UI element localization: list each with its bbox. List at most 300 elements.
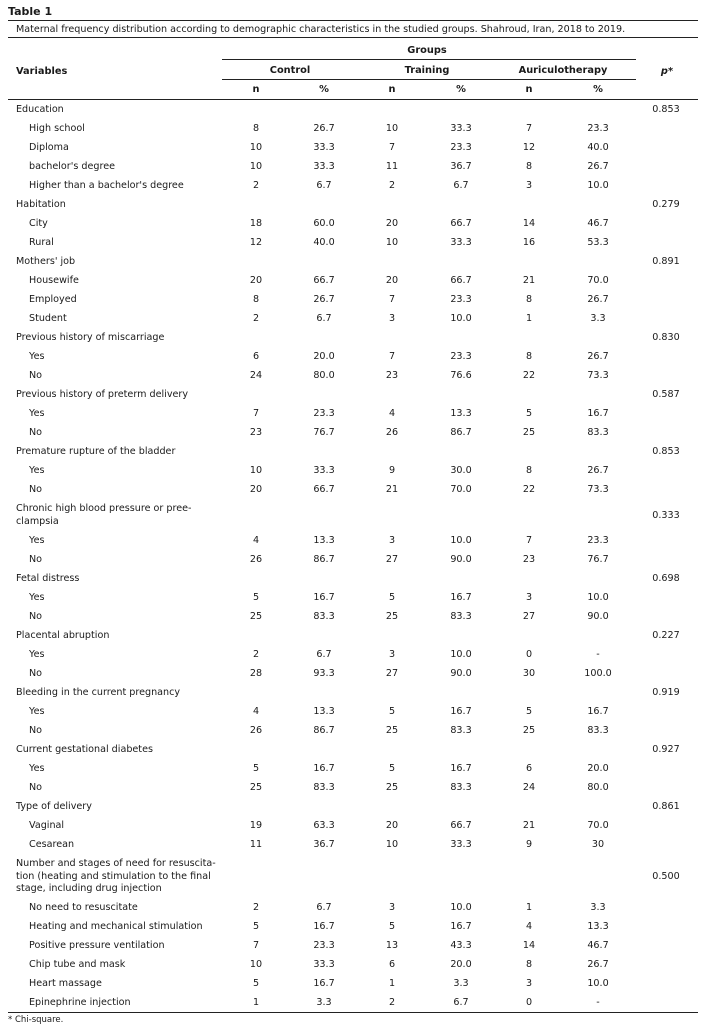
cell-tp: 16.7 xyxy=(450,921,472,932)
row-label: bachelor's degree xyxy=(29,161,116,172)
table-row xyxy=(8,214,698,233)
row-label: Heart massage xyxy=(29,978,102,989)
cell-tn: 2 xyxy=(388,997,396,1008)
cell-ap: 46.7 xyxy=(587,940,609,951)
cell-tn: 4 xyxy=(388,408,396,419)
section-label: Previous history of miscarriage xyxy=(16,332,165,343)
cell-tn: 10 xyxy=(385,237,399,248)
section-label: Number and stages of need for resuscita- xyxy=(16,858,216,869)
section-row xyxy=(8,100,698,119)
section-label: Type of delivery xyxy=(16,801,92,812)
cell-ap: 70.0 xyxy=(587,275,609,286)
cell-tp: 6.7 xyxy=(453,180,469,191)
control-rule xyxy=(222,79,360,80)
cell-ap: 23.3 xyxy=(587,123,609,134)
table-row xyxy=(8,993,698,1012)
cell-tp: 10.0 xyxy=(450,535,472,546)
cell-ap: 23.3 xyxy=(587,535,609,546)
footnote: * Chi-square. xyxy=(8,1015,64,1025)
cell-cn: 19 xyxy=(249,820,263,831)
table-row xyxy=(8,816,698,835)
row-label: High school xyxy=(29,123,85,134)
cell-an: 1 xyxy=(525,313,533,324)
cell-tn: 2 xyxy=(388,180,396,191)
cell-tp: 33.3 xyxy=(450,839,472,850)
cell-cn: 10 xyxy=(249,465,263,476)
cell-tn: 23 xyxy=(385,370,399,381)
table-row xyxy=(8,550,698,569)
row-label: No xyxy=(29,668,43,679)
cell-tp: 90.0 xyxy=(450,668,472,679)
cell-ap: 3.3 xyxy=(590,902,606,913)
p-value: 0.919 xyxy=(652,687,680,698)
cell-cn: 5 xyxy=(252,921,260,932)
table-row xyxy=(8,423,698,442)
cell-tn: 5 xyxy=(388,592,396,603)
cell-an: 3 xyxy=(525,978,533,989)
row-label: Yes xyxy=(29,592,45,603)
section-row xyxy=(8,797,698,816)
p-value: 0.853 xyxy=(652,104,680,115)
cell-ap: 16.7 xyxy=(587,706,609,717)
header-control: Control xyxy=(269,65,311,76)
cell-cp: 6.7 xyxy=(316,180,332,191)
cell-cn: 4 xyxy=(252,706,260,717)
p-value: 0.587 xyxy=(652,389,680,400)
cell-an: 7 xyxy=(525,123,533,134)
table-row xyxy=(8,702,698,721)
cell-ap: 3.3 xyxy=(590,313,606,324)
cell-cn: 23 xyxy=(249,427,263,438)
header-auriculotherapy: Auriculotherapy xyxy=(518,65,608,76)
cell-an: 8 xyxy=(525,351,533,362)
cell-cn: 10 xyxy=(249,161,263,172)
cell-tn: 7 xyxy=(388,294,396,305)
cell-tn: 3 xyxy=(388,902,396,913)
cell-tn: 20 xyxy=(385,218,399,229)
cell-tn: 11 xyxy=(385,161,399,172)
cell-tp: 76.6 xyxy=(450,370,472,381)
cell-cp: 23.3 xyxy=(313,940,335,951)
cell-tp: 66.7 xyxy=(450,275,472,286)
header-auriculotherapy-n: n xyxy=(525,84,533,95)
cell-cn: 2 xyxy=(252,902,260,913)
p-value: 0.861 xyxy=(652,801,680,812)
cell-tn: 3 xyxy=(388,313,396,324)
table-row xyxy=(8,138,698,157)
cell-an: 23 xyxy=(522,554,536,565)
cell-ap: 40.0 xyxy=(587,142,609,153)
cell-an: 5 xyxy=(525,706,533,717)
cell-cp: 33.3 xyxy=(313,959,335,970)
cell-tp: 83.3 xyxy=(450,782,472,793)
section-row xyxy=(8,385,698,404)
cell-tp: 10.0 xyxy=(450,649,472,660)
row-label: No xyxy=(29,554,43,565)
cell-ap: - xyxy=(596,649,600,660)
cell-tp: 66.7 xyxy=(450,820,472,831)
cell-cp: 6.7 xyxy=(316,649,332,660)
cell-ap: 46.7 xyxy=(587,218,609,229)
cell-ap: 26.7 xyxy=(587,161,609,172)
auriculotherapy-rule xyxy=(496,79,636,80)
cell-cn: 25 xyxy=(249,611,263,622)
cell-cp: 26.7 xyxy=(313,294,335,305)
cell-tp: 90.0 xyxy=(450,554,472,565)
cell-ap: 26.7 xyxy=(587,294,609,305)
cell-cn: 8 xyxy=(252,123,260,134)
cell-cp: 80.0 xyxy=(313,370,335,381)
p-value: 0.279 xyxy=(652,199,680,210)
row-label: Positive pressure ventilation xyxy=(29,940,165,951)
cell-an: 0 xyxy=(525,649,533,660)
groups-rule xyxy=(222,59,636,60)
cell-cp: 33.3 xyxy=(313,465,335,476)
cell-tn: 3 xyxy=(388,535,396,546)
table-row xyxy=(8,898,698,917)
row-label: No xyxy=(29,370,43,381)
cell-cp: 20.0 xyxy=(313,351,335,362)
table-row xyxy=(8,366,698,385)
table-row xyxy=(8,157,698,176)
cell-ap: 73.3 xyxy=(587,484,609,495)
cell-tn: 5 xyxy=(388,763,396,774)
cell-ap: 83.3 xyxy=(587,725,609,736)
table-row xyxy=(8,974,698,993)
row-label: City xyxy=(29,218,48,229)
cell-ap: 53.3 xyxy=(587,237,609,248)
row-label: No xyxy=(29,484,43,495)
cell-cn: 20 xyxy=(249,484,263,495)
cell-an: 22 xyxy=(522,484,536,495)
table-row xyxy=(8,271,698,290)
cell-cp: 16.7 xyxy=(313,978,335,989)
section-label: Education xyxy=(16,104,64,115)
header-p-value: p* xyxy=(660,66,674,77)
cell-ap: 10.0 xyxy=(587,592,609,603)
cell-cn: 24 xyxy=(249,370,263,381)
cell-tn: 25 xyxy=(385,725,399,736)
row-label: Yes xyxy=(29,351,45,362)
row-label: Yes xyxy=(29,465,45,476)
cell-tp: 33.3 xyxy=(450,237,472,248)
row-label: Heating and mechanical stimulation xyxy=(29,921,203,932)
cell-cp: 66.7 xyxy=(313,275,335,286)
table-row xyxy=(8,290,698,309)
cell-tn: 7 xyxy=(388,142,396,153)
cell-cn: 5 xyxy=(252,592,260,603)
row-label: No xyxy=(29,782,43,793)
table-row xyxy=(8,835,698,854)
table-row xyxy=(8,759,698,778)
cell-tn: 7 xyxy=(388,351,396,362)
header-training: Training xyxy=(404,65,450,76)
table-row xyxy=(8,233,698,252)
cell-cp: 63.3 xyxy=(313,820,335,831)
cell-cn: 28 xyxy=(249,668,263,679)
table-row xyxy=(8,607,698,626)
cell-ap: 10.0 xyxy=(587,180,609,191)
training-rule xyxy=(360,79,496,80)
cell-tn: 6 xyxy=(388,959,396,970)
cell-an: 3 xyxy=(525,180,533,191)
cell-an: 9 xyxy=(525,839,533,850)
cell-an: 0 xyxy=(525,997,533,1008)
cell-tn: 13 xyxy=(385,940,399,951)
cell-an: 25 xyxy=(522,725,536,736)
section-label: Premature rupture of the bladder xyxy=(16,446,176,457)
cell-tn: 25 xyxy=(385,782,399,793)
cell-cn: 2 xyxy=(252,649,260,660)
section-label: tion (heating and stimulation to the final xyxy=(16,870,211,882)
row-label: Yes xyxy=(29,649,45,660)
table-label: Table 1 xyxy=(8,5,53,18)
cell-cn: 6 xyxy=(252,351,260,362)
table-row xyxy=(8,480,698,499)
cell-cp: 66.7 xyxy=(313,484,335,495)
table-bottom-rule xyxy=(8,1012,698,1013)
cell-ap: 26.7 xyxy=(587,959,609,970)
cell-tp: 20.0 xyxy=(450,959,472,970)
section-row xyxy=(8,442,698,461)
cell-an: 12 xyxy=(522,142,536,153)
cell-ap: 90.0 xyxy=(587,611,609,622)
cell-cp: 83.3 xyxy=(313,782,335,793)
table-row xyxy=(8,461,698,480)
cell-an: 6 xyxy=(525,763,533,774)
row-label: No need to resuscitate xyxy=(29,902,138,913)
cell-tn: 20 xyxy=(385,275,399,286)
cell-tp: 66.7 xyxy=(450,218,472,229)
table-row xyxy=(8,778,698,797)
cell-cp: 76.7 xyxy=(313,427,335,438)
table-row xyxy=(8,917,698,936)
cell-ap: 10.0 xyxy=(587,978,609,989)
cell-an: 21 xyxy=(522,275,536,286)
section-row xyxy=(8,328,698,347)
cell-cp: 86.7 xyxy=(313,554,335,565)
row-label: Epinephrine injection xyxy=(29,997,131,1008)
cell-tn: 3 xyxy=(388,649,396,660)
cell-an: 1 xyxy=(525,902,533,913)
cell-an: 14 xyxy=(522,940,536,951)
cell-ap: 16.7 xyxy=(587,408,609,419)
cell-tp: 83.3 xyxy=(450,611,472,622)
header-auriculotherapy-pct: % xyxy=(593,84,603,95)
table-row xyxy=(8,404,698,423)
table-row xyxy=(8,955,698,974)
cell-ap: 100.0 xyxy=(584,668,612,679)
section-label: Current gestational diabetes xyxy=(16,744,153,755)
cell-tn: 1 xyxy=(388,978,396,989)
cell-an: 27 xyxy=(522,611,536,622)
header-training-pct: % xyxy=(456,84,466,95)
header-training-n: n xyxy=(388,84,396,95)
cell-tp: 33.3 xyxy=(450,123,472,134)
header-control-n: n xyxy=(252,84,260,95)
p-value: 0.227 xyxy=(652,630,680,641)
cell-cn: 26 xyxy=(249,554,263,565)
cell-ap: 30 xyxy=(591,839,605,850)
cell-an: 30 xyxy=(522,668,536,679)
header-variables: Variables xyxy=(16,66,68,77)
cell-an: 24 xyxy=(522,782,536,793)
cell-cn: 2 xyxy=(252,313,260,324)
cell-cn: 20 xyxy=(249,275,263,286)
cell-ap: 13.3 xyxy=(587,921,609,932)
section-label: Mothers' job xyxy=(16,256,76,267)
cell-an: 8 xyxy=(525,465,533,476)
cell-cn: 1 xyxy=(252,997,260,1008)
cell-ap: 20.0 xyxy=(587,763,609,774)
table-row xyxy=(8,936,698,955)
cell-an: 8 xyxy=(525,959,533,970)
cell-cn: 10 xyxy=(249,959,263,970)
section-label: clampsia xyxy=(16,515,59,527)
p-value: 0.698 xyxy=(652,573,680,584)
cell-ap: 80.0 xyxy=(587,782,609,793)
cell-cp: 93.3 xyxy=(313,668,335,679)
table-row xyxy=(8,588,698,607)
cell-cp: 13.3 xyxy=(313,535,335,546)
cell-tp: 10.0 xyxy=(450,902,472,913)
cell-tp: 10.0 xyxy=(450,313,472,324)
cell-ap: 26.7 xyxy=(587,351,609,362)
section-row xyxy=(8,683,698,702)
section-row xyxy=(8,569,698,588)
cell-tp: 6.7 xyxy=(453,997,469,1008)
cell-ap: - xyxy=(596,997,600,1008)
row-label: Yes xyxy=(29,763,45,774)
cell-tp: 16.7 xyxy=(450,592,472,603)
cell-cn: 4 xyxy=(252,535,260,546)
row-label: Yes xyxy=(29,535,45,546)
cell-cp: 33.3 xyxy=(313,142,335,153)
cell-an: 8 xyxy=(525,161,533,172)
cell-cn: 7 xyxy=(252,408,260,419)
cell-cp: 13.3 xyxy=(313,706,335,717)
cell-an: 22 xyxy=(522,370,536,381)
table-row xyxy=(8,721,698,740)
section-label: Fetal distress xyxy=(16,573,80,584)
row-label: Housewife xyxy=(29,275,79,286)
cell-cp: 33.3 xyxy=(313,161,335,172)
cell-cn: 26 xyxy=(249,725,263,736)
cell-tp: 30.0 xyxy=(450,465,472,476)
cell-tp: 16.7 xyxy=(450,706,472,717)
cell-cp: 26.7 xyxy=(313,123,335,134)
table-row xyxy=(8,309,698,328)
cell-cp: 16.7 xyxy=(313,921,335,932)
cell-cn: 12 xyxy=(249,237,263,248)
cell-tn: 26 xyxy=(385,427,399,438)
cell-an: 7 xyxy=(525,535,533,546)
cell-tp: 83.3 xyxy=(450,725,472,736)
cell-cp: 40.0 xyxy=(313,237,335,248)
p-value: 0.333 xyxy=(652,510,680,521)
cell-tn: 10 xyxy=(385,123,399,134)
section-label: Bleeding in the current pregnancy xyxy=(16,687,181,698)
row-label: No xyxy=(29,725,43,736)
cell-tp: 13.3 xyxy=(450,408,472,419)
section-label: Previous history of preterm delivery xyxy=(16,389,189,400)
row-label: Yes xyxy=(29,408,45,419)
cell-an: 25 xyxy=(522,427,536,438)
cell-an: 16 xyxy=(522,237,536,248)
cell-cn: 2 xyxy=(252,180,260,191)
cell-tn: 5 xyxy=(388,921,396,932)
cell-tn: 5 xyxy=(388,706,396,717)
table-row xyxy=(8,119,698,138)
cell-tp: 16.7 xyxy=(450,763,472,774)
cell-cp: 3.3 xyxy=(316,997,332,1008)
cell-cn: 25 xyxy=(249,782,263,793)
row-label: Diploma xyxy=(29,142,69,153)
table-row xyxy=(8,664,698,683)
cell-an: 14 xyxy=(522,218,536,229)
cell-tp: 43.3 xyxy=(450,940,472,951)
cell-cp: 60.0 xyxy=(313,218,335,229)
cell-ap: 70.0 xyxy=(587,820,609,831)
cell-tp: 3.3 xyxy=(453,978,469,989)
cell-an: 5 xyxy=(525,408,533,419)
cell-tp: 23.3 xyxy=(450,351,472,362)
cell-tn: 27 xyxy=(385,554,399,565)
row-label: Cesarean xyxy=(29,839,75,850)
p-value: 0.500 xyxy=(652,871,680,882)
cell-tp: 86.7 xyxy=(450,427,472,438)
cell-cn: 11 xyxy=(249,839,263,850)
cell-cn: 5 xyxy=(252,978,260,989)
cell-ap: 73.3 xyxy=(587,370,609,381)
section-label: Placental abruption xyxy=(16,630,110,641)
cell-ap: 26.7 xyxy=(587,465,609,476)
section-row xyxy=(8,740,698,759)
section-label: stage, including drug injection xyxy=(16,883,162,894)
cell-cp: 86.7 xyxy=(313,725,335,736)
cell-cn: 5 xyxy=(252,763,260,774)
section-label: Habitation xyxy=(16,199,66,210)
cell-tn: 21 xyxy=(385,484,399,495)
cell-tp: 23.3 xyxy=(450,294,472,305)
header-control-pct: % xyxy=(319,84,329,95)
cell-tn: 25 xyxy=(385,611,399,622)
table-row xyxy=(8,531,698,550)
cell-cn: 7 xyxy=(252,940,260,951)
cell-cp: 16.7 xyxy=(313,763,335,774)
row-label: Student xyxy=(29,313,67,324)
cell-tp: 23.3 xyxy=(450,142,472,153)
table-row xyxy=(8,347,698,366)
row-label: Higher than a bachelor's degree xyxy=(29,180,184,191)
cell-an: 8 xyxy=(525,294,533,305)
cell-an: 21 xyxy=(522,820,536,831)
cell-cn: 8 xyxy=(252,294,260,305)
cell-tn: 27 xyxy=(385,668,399,679)
header-groups: Groups xyxy=(407,45,447,56)
row-label: Rural xyxy=(29,237,54,248)
section-row xyxy=(8,499,698,531)
row-label: Vaginal xyxy=(29,820,65,831)
p-value: 0.830 xyxy=(652,332,680,343)
cell-ap: 76.7 xyxy=(587,554,609,565)
section-row xyxy=(8,626,698,645)
table-row xyxy=(8,645,698,664)
cell-cn: 10 xyxy=(249,142,263,153)
cell-tp: 70.0 xyxy=(450,484,472,495)
cell-cp: 6.7 xyxy=(316,313,332,324)
cell-tn: 20 xyxy=(385,820,399,831)
